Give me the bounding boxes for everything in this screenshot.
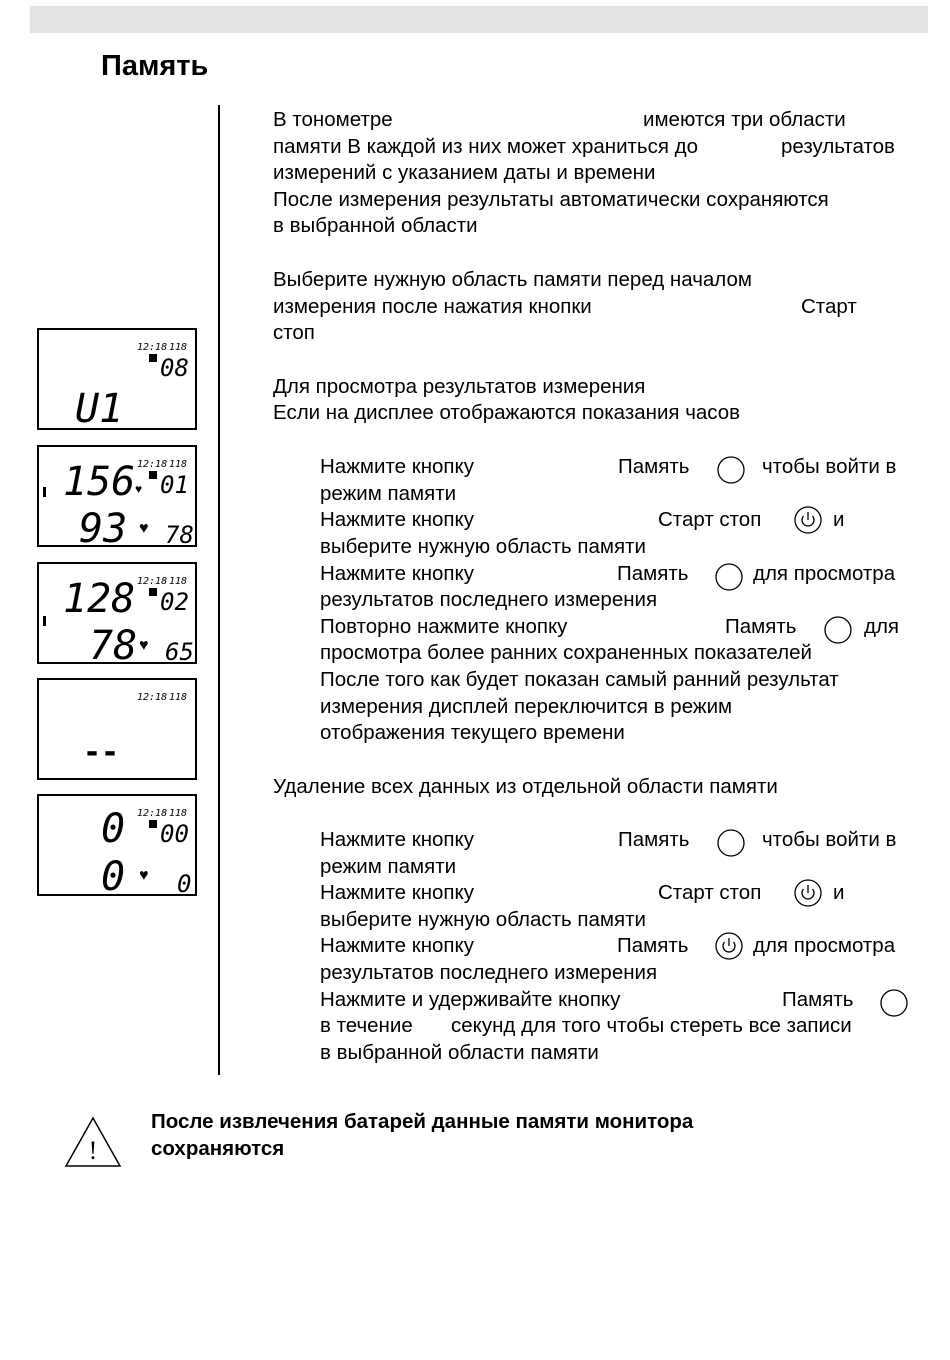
step-text: Нажмите и удерживайте кнопку bbox=[320, 988, 621, 1011]
intro-line bbox=[781, 135, 895, 159]
step-text: Нажмите кнопку bbox=[320, 508, 474, 531]
lcd-date: 1⁠18 bbox=[169, 692, 188, 703]
memory-m-icon bbox=[149, 588, 157, 596]
lcd-memory-number: 08 bbox=[160, 354, 189, 382]
text: В тонометре bbox=[273, 108, 393, 131]
step-text: выберите нужную область памяти bbox=[320, 535, 646, 558]
lcd-date: 1⁠18 bbox=[169, 808, 188, 819]
step-text: После того как будет показан самый ранний результат bbox=[320, 668, 839, 691]
lcd-pulse: 0 bbox=[177, 870, 192, 898]
step-text: отображения текущего времени bbox=[320, 721, 625, 744]
intro-line: измерений с указанием даты и времени bbox=[273, 161, 656, 184]
select-line: Выберите нужную область памяти перед началом bbox=[273, 268, 752, 291]
step-text: в выбранной области памяти bbox=[320, 1041, 599, 1064]
lcd-user: U1 bbox=[75, 386, 124, 432]
step-text: для просмотра bbox=[753, 934, 896, 957]
step-text: режим памяти bbox=[320, 482, 457, 505]
step-text: Повторно нажмите кнопку bbox=[320, 615, 568, 638]
power-button-icon bbox=[793, 505, 823, 535]
warning-icon bbox=[63, 1115, 123, 1170]
lcd-screen bbox=[37, 794, 197, 896]
step-text: результатов последнего измерения bbox=[320, 961, 658, 984]
memory-m-icon bbox=[149, 471, 157, 479]
step-text: чтобы войти в bbox=[762, 828, 897, 851]
lcd-screen bbox=[37, 445, 197, 547]
step-text: секунд для того чтобы стереть все записи bbox=[451, 1014, 852, 1037]
lcd-time: 12:18 bbox=[137, 576, 168, 587]
step-button-name: Старт стоп bbox=[658, 508, 762, 531]
step-button-name: Память bbox=[725, 615, 797, 638]
step-button-name: Память bbox=[618, 828, 690, 851]
lcd-pulse: 65 bbox=[165, 638, 194, 666]
memory-button-icon bbox=[716, 828, 746, 858]
text: имеются три области bbox=[643, 108, 846, 131]
warning-text: сохраняются bbox=[151, 1137, 285, 1160]
step-text: измерения дисплей переключится в режим bbox=[320, 695, 733, 718]
heart-icon: ♥ bbox=[139, 637, 149, 654]
lcd-screen bbox=[37, 328, 197, 430]
column-divider bbox=[218, 105, 220, 1075]
lcd-diastolic: 93 bbox=[79, 506, 128, 549]
view-heading: Для просмотра результатов измерения bbox=[273, 375, 646, 398]
lcd-memory-number: 01 bbox=[160, 471, 189, 499]
memory-m-icon bbox=[149, 354, 157, 362]
lcd-systolic: 0 bbox=[101, 806, 126, 852]
step-text: Нажмите кнопку bbox=[320, 934, 474, 957]
lcd-systolic: 156 bbox=[63, 459, 136, 505]
header-bar bbox=[30, 6, 928, 33]
step-text: Нажмите кнопку bbox=[320, 455, 474, 478]
step-text: выберите нужную область памяти bbox=[320, 908, 646, 931]
lcd-pulse: 78 bbox=[165, 521, 194, 549]
lcd-systolic: 128 bbox=[63, 576, 136, 622]
memory-button-icon bbox=[879, 988, 909, 1018]
step-button-name: Память bbox=[617, 562, 689, 585]
lcd-dashes: -- bbox=[83, 735, 120, 770]
lcd-indicator bbox=[43, 616, 46, 626]
memory-button-icon bbox=[716, 455, 746, 485]
lcd-time: 12:18 bbox=[137, 459, 168, 470]
lcd-memory-number: 00 bbox=[160, 820, 189, 848]
page-title: Память bbox=[101, 50, 209, 82]
step-button-name: Память bbox=[618, 455, 690, 478]
text: результатов bbox=[781, 135, 895, 158]
step-text: Нажмите кнопку bbox=[320, 828, 474, 851]
intro-line: После измерения результаты автоматически сохраняются bbox=[273, 188, 829, 211]
lcd-screen bbox=[37, 678, 197, 780]
heart-icon: ♥ bbox=[139, 867, 149, 884]
view-heading: Если на дисплее отображаются показания часов bbox=[273, 401, 741, 424]
step-button-name: Память bbox=[617, 934, 689, 957]
step-text: режим памяти bbox=[320, 855, 457, 878]
select-line: стоп bbox=[273, 321, 315, 344]
lcd-time: 12:18 bbox=[137, 808, 168, 819]
warning-text: После извлечения батарей данные памяти монитора bbox=[151, 1110, 694, 1133]
lcd-memory-number: 02 bbox=[160, 588, 189, 616]
step-text: и bbox=[833, 881, 845, 904]
step-text: Нажмите кнопку bbox=[320, 881, 474, 904]
irregular-heartbeat-icon: ♥ bbox=[135, 482, 143, 496]
memory-m-icon bbox=[149, 820, 157, 828]
step-button-name: Старт стоп bbox=[658, 881, 762, 904]
intro-line bbox=[643, 108, 846, 132]
step-text: чтобы войти в bbox=[762, 455, 897, 478]
intro-line: в выбранной области bbox=[273, 214, 478, 237]
power-button-icon bbox=[793, 878, 823, 908]
lcd-indicator bbox=[43, 487, 46, 497]
lcd-screen bbox=[37, 562, 197, 664]
step-text: и bbox=[833, 508, 845, 531]
step-text: результатов последнего измерения bbox=[320, 588, 658, 611]
heart-icon: ♥ bbox=[139, 520, 149, 537]
intro-line bbox=[273, 135, 698, 159]
memory-button-icon bbox=[823, 615, 853, 645]
text: памяти В каждой из них может храниться до bbox=[273, 135, 698, 158]
lcd-diastolic: 78 bbox=[89, 623, 138, 666]
step-text: просмотра более ранних сохраненных показателей bbox=[320, 641, 812, 664]
step-text: для просмотра bbox=[753, 562, 896, 585]
select-line: Старт bbox=[801, 295, 857, 318]
power-button-icon bbox=[714, 931, 744, 961]
intro-line bbox=[273, 108, 393, 132]
svg-text:!: ! bbox=[88, 1136, 98, 1165]
step-text: в течение bbox=[320, 1014, 413, 1037]
lcd-time: 12:18 bbox=[137, 342, 168, 353]
step-text: Нажмите кнопку bbox=[320, 562, 474, 585]
memory-button-icon bbox=[714, 562, 744, 592]
lcd-time: 12:18 bbox=[137, 692, 168, 703]
step-text: для bbox=[864, 615, 900, 638]
lcd-date: 1⁠18 bbox=[169, 576, 188, 587]
lcd-date: 1⁠18 bbox=[169, 459, 188, 470]
select-line: измерения после нажатия кнопки bbox=[273, 295, 592, 318]
lcd-date: 1⁠18 bbox=[169, 342, 188, 353]
step-button-name: Память bbox=[782, 988, 854, 1011]
delete-heading: Удаление всех данных из отдельной области памяти bbox=[273, 775, 778, 798]
lcd-diastolic: 0 bbox=[101, 854, 126, 898]
